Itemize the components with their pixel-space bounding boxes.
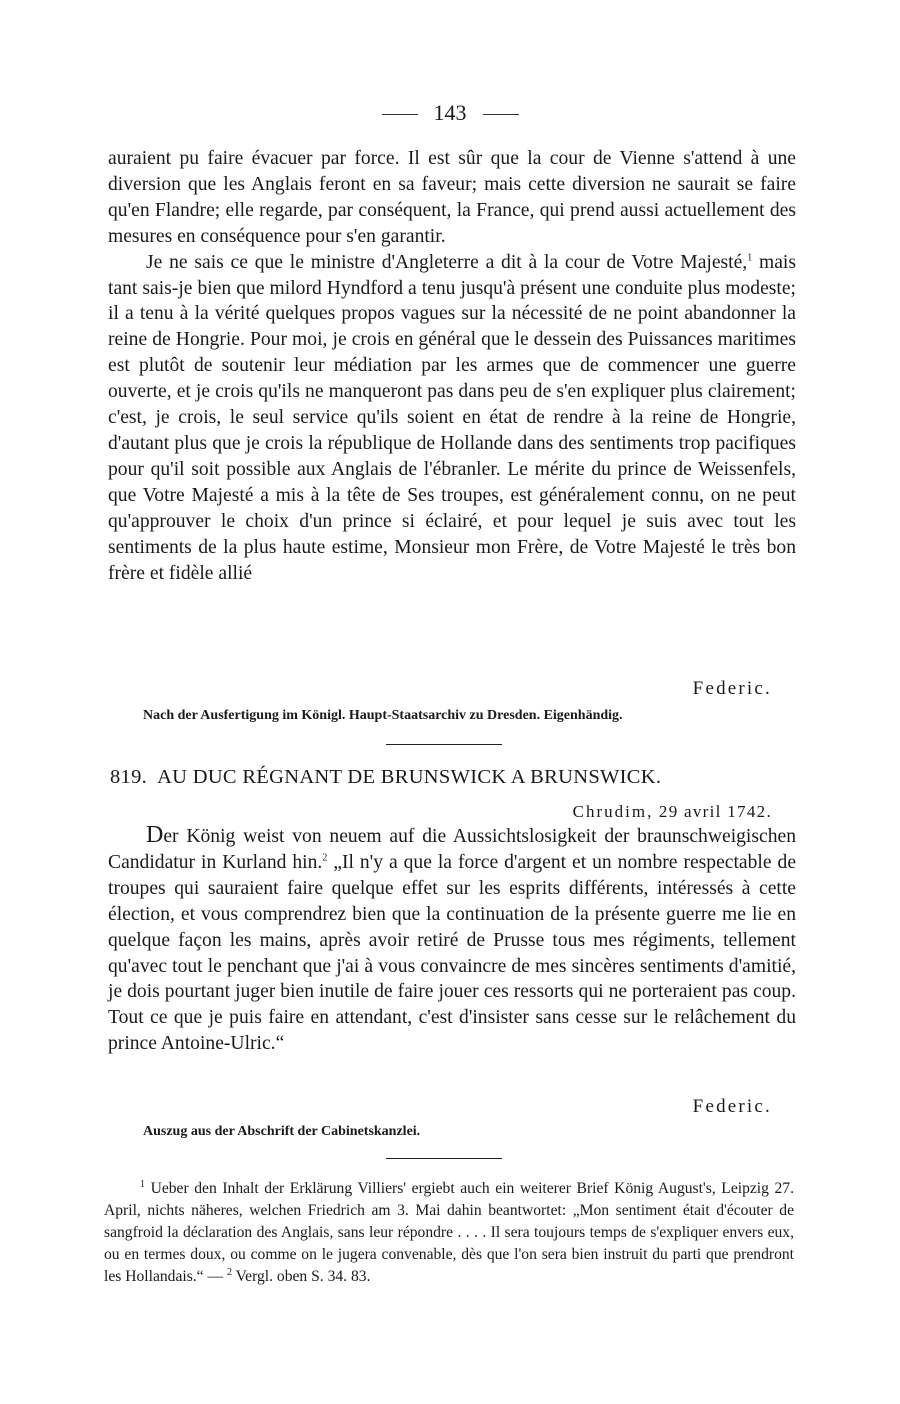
header-dash-left [382, 114, 418, 115]
source-note-2: Auszug aus der Abschrift der Cabinetskanzlei. [143, 1124, 421, 1139]
paragraph-2 [108, 250, 796, 587]
footnote-marker-2: 2 [227, 1266, 232, 1278]
letter-819-text-b: „Il n'y a que la force d'argent et un nombre respectable de troupes qui sauraient faire quelque effet sur les esprits différents, intéressés à cette élection, et vous comprendrez bien que la continuation de la présente guerre me lie en quelque façon les mains, après avoir retiré de Prusse tous mes régiments, tellement qu'avec tout le penchant que j'ai à vous convaincre de mes sincères sentiments d'amitié, je dois pourtant juger bien inutile de faire jouer ces ressorts qui ne porteraient pas coup. Tout ce que je puis faire en attendant, c'est d'insister sans cesse sur le relâchement du prince Antoine-Ulric.“ [108, 851, 797, 1055]
paragraph-2-text-a: Je ne sais ce que le ministre d'Angleterre a dit à la cour de Votre Majesté, [146, 251, 748, 273]
footnote-1 [104, 1178, 794, 1288]
date: 29 avril 1742. [658, 802, 772, 821]
paragraph-1: auraient pu faire évacuer par force. Il est sûr que la cour de Vienne s'attend à une diversion que les Anglais feront en sa faveur; mais cette diversion ne saurait se faire qu'en Flandre; elle regarde, par conséquent, la France, qui prend aussi actuellement des mesures en conséquence pour s'en garantir. [108, 148, 796, 247]
section-divider [386, 744, 502, 745]
letter-818-body [108, 146, 796, 586]
source-note-1: Nach der Ausfertigung im Königl. Haupt-Staatsarchiv zu Dresden. Eigenhändig. [143, 708, 623, 723]
footnote-marker-1: 1 [140, 1178, 145, 1190]
letter-title: AU DUC RÉGNANT DE BRUNSWICK A BRUNSWICK. [157, 766, 662, 788]
signature-1: Federic. [692, 678, 772, 699]
footnote-divider [386, 1158, 502, 1159]
place: Chrudim, [572, 802, 654, 821]
letter-819-text-a: er König weist von neuem auf die Aussichtslosigkeit der braunschweigischen Candidatur in Kurland hin. [108, 826, 796, 873]
letter-819-body [108, 823, 796, 1057]
signature-2: Federic. [692, 1096, 772, 1117]
header-dash-right [483, 114, 519, 115]
footnote-ref-1[interactable]: 1 [747, 252, 753, 264]
letter-number: 819. [110, 766, 148, 788]
place-date [573, 802, 772, 822]
letter-heading [110, 766, 790, 789]
footnote-2-text: Vergl. oben S. 34. 83. [232, 1268, 371, 1285]
page-number: 143 [433, 100, 467, 125]
footnotes [104, 1178, 794, 1288]
page-header [0, 100, 900, 126]
footnote-ref-2[interactable]: 2 [322, 852, 328, 864]
letter-819-paragraph [108, 823, 796, 1057]
initial-letter: D [146, 822, 164, 848]
footnote-1-text: Ueber den Inhalt der Erklärung Villiers' ergiebt auch ein weiterer Brief König August's, Leipzig 27. April, nichts näheres, welchen Friedrich am 3. Mai dahin beantwortet: „Mon sentiment était d'écouter de sangfroid la déclaration des Anglais, sans leur répondre . . . . Il sera toujours temps de s'expliquer envers eux, ou en termes doux, ou comme on le jugera convenable, dès que l'on sera bien instruit du parti que prendront les Hollandais.“ — [104, 1180, 794, 1285]
paragraph-2-text-b: mais tant sais-je bien que milord Hyndford a tenu jusqu'à présent une conduite plus modeste; il a tenu à la vérité quelques propos vagues sur la nécessité de ne point abandonner la reine de Hongrie. Pour moi, je crois en général que le dessein des Puissances maritimes est plutôt de soutenir leur médiation par les armes que de commencer une guerre ouverte, et je crois qu'ils ne manqueront pas dans peu de s'en expliquer plus clairement; c'est, je crois, le seul service qu'ils soient en état de rendre à la reine de Hongrie, d'autant plus que je crois la république de Hollande dans des sentiments trop pacifiques pour qu'il soit possible aux Anglais de l'ébranler. Le mérite du prince de Weissenfels, que Votre Majesté a mis à la tête de Ses troupes, est généralement connu, on ne peut qu'approuver le choix d'un prince si éclairé, et pour lequel je suis avec tout les sentiments de la plus haute estime, Monsieur mon Frère, de Votre Majesté le très bon frère et fidèle allié [108, 251, 796, 584]
